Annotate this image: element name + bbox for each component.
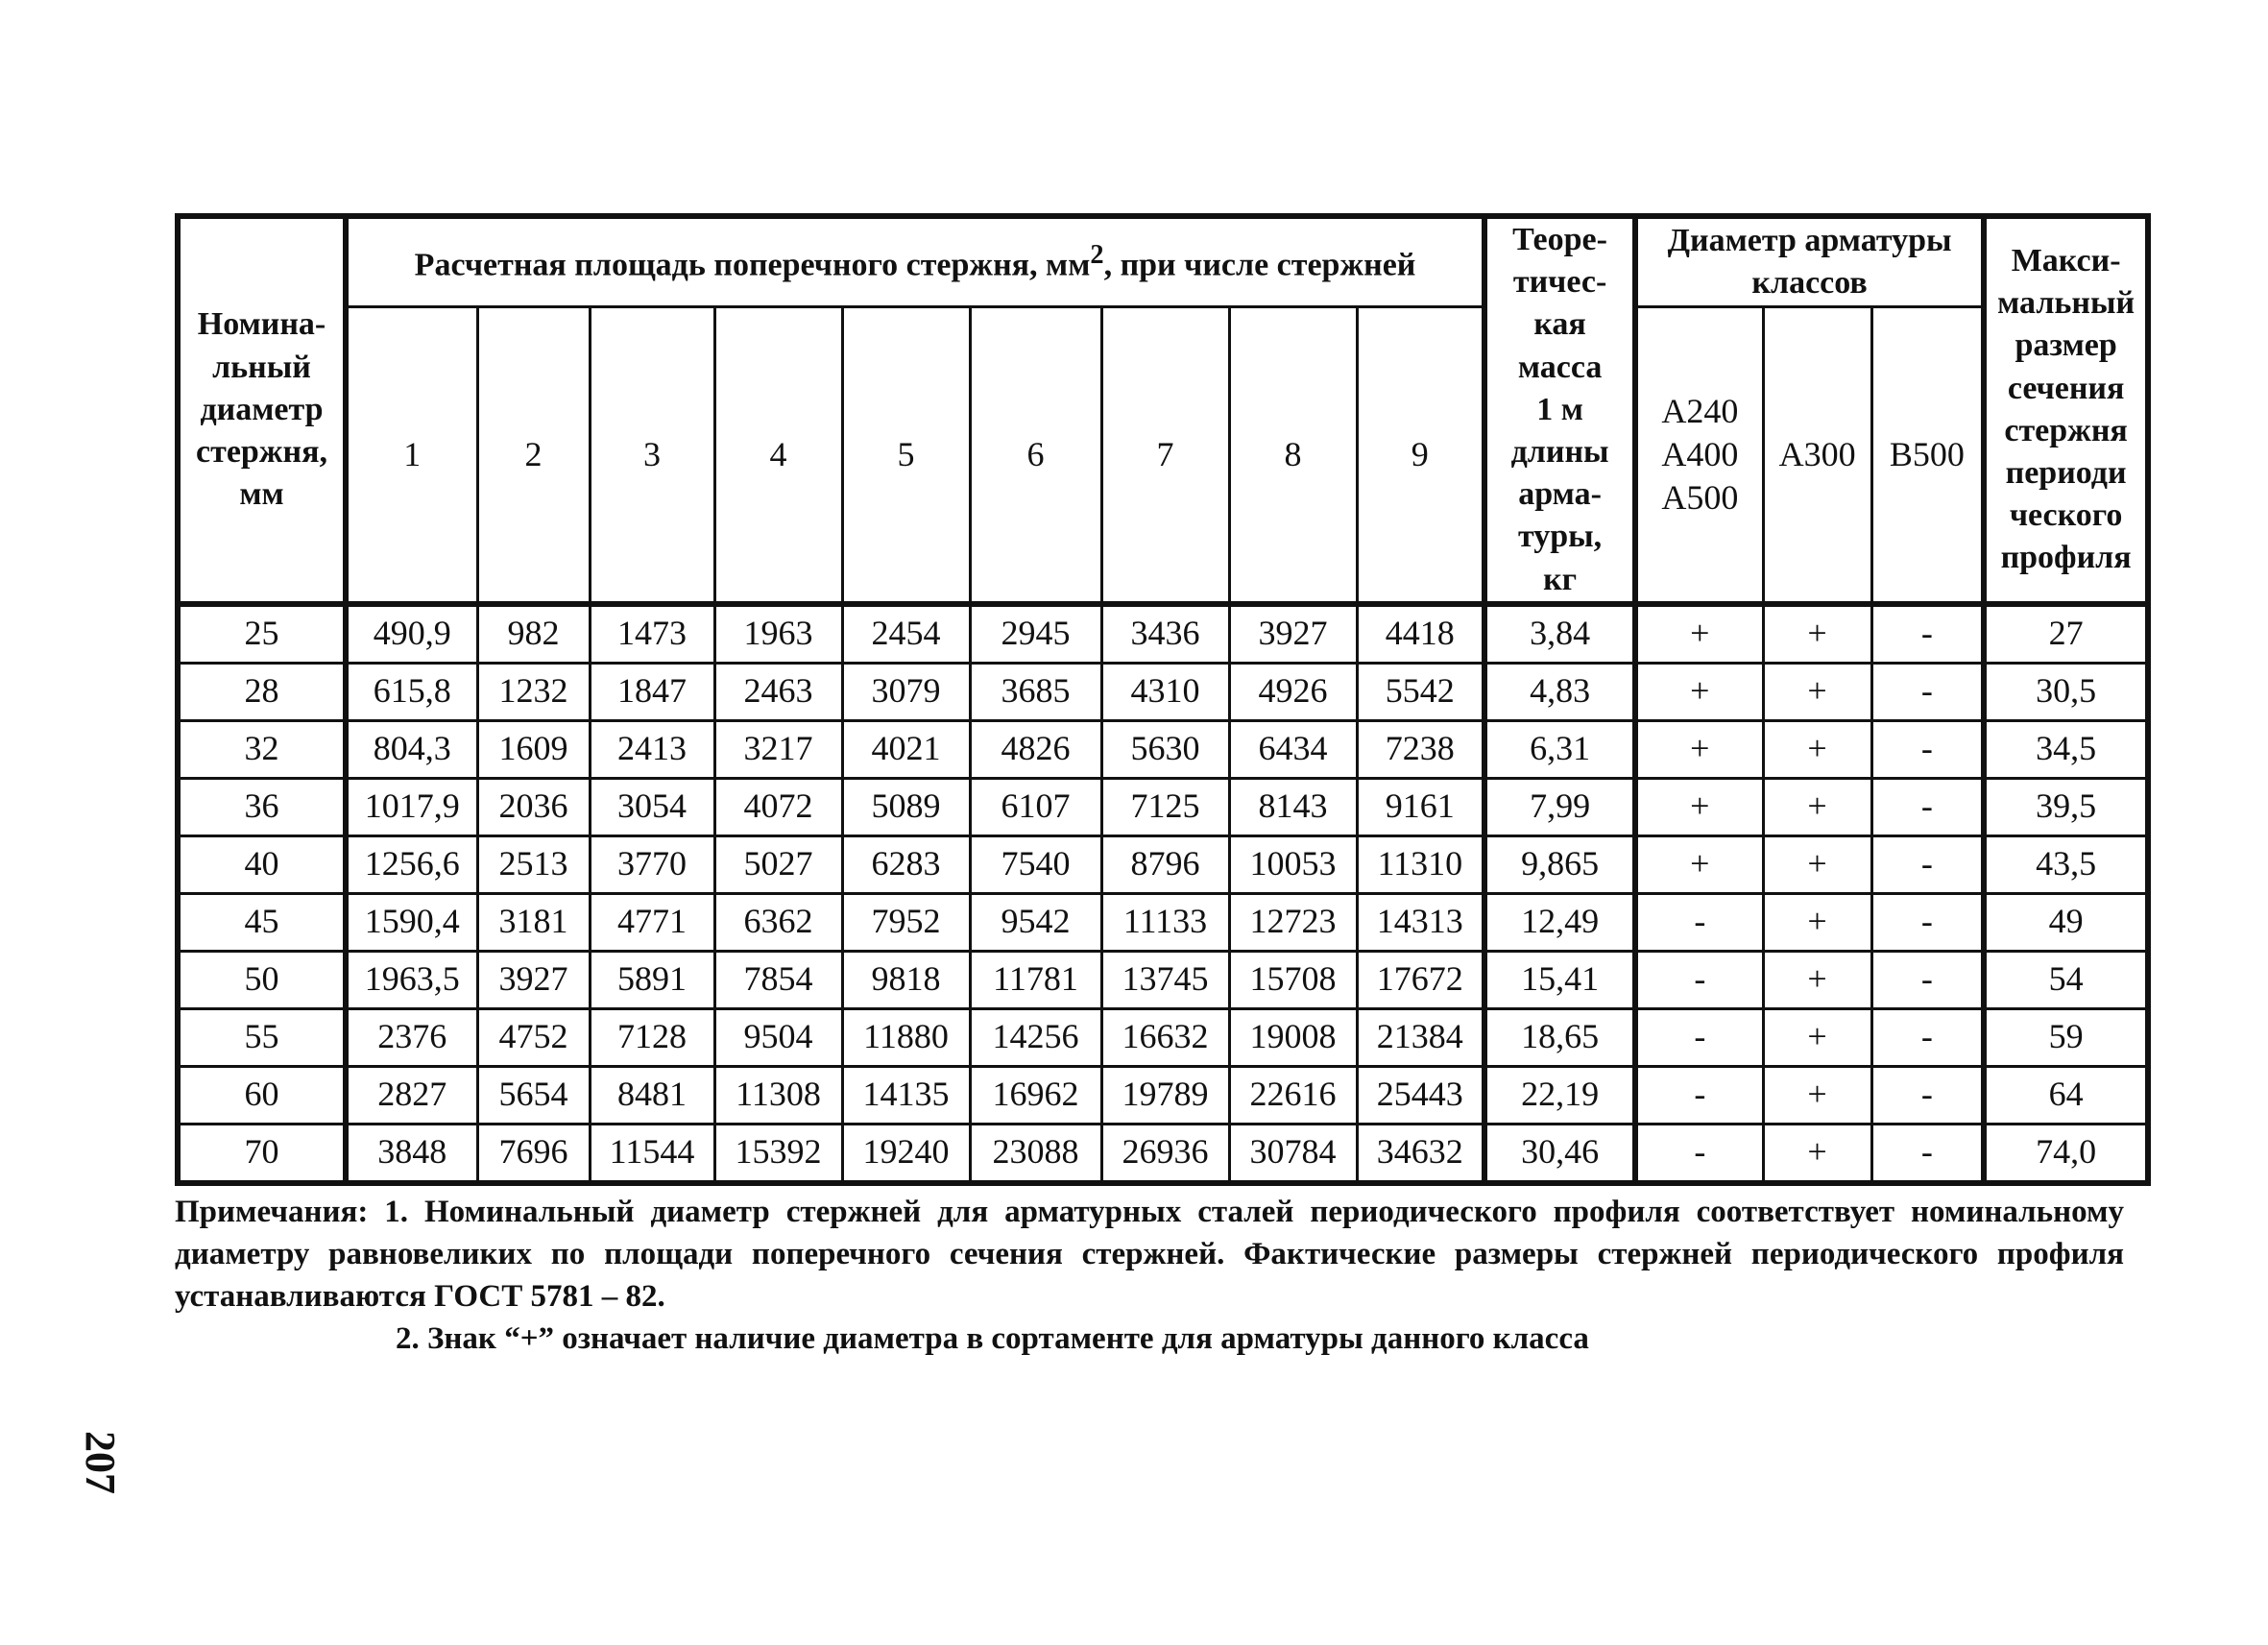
cell-area: 4072 (714, 778, 842, 835)
table-row (178, 1124, 2148, 1183)
header-nominal-diameter: Номина- льный диаметр стержня, мм (178, 216, 346, 604)
cell-area: 6434 (1229, 720, 1357, 778)
cell-area: 3436 (1101, 604, 1229, 664)
header-max-size: Макси- мальный размер сечения стержня периоди ческого профиля (1984, 216, 2148, 604)
table-row (178, 893, 2148, 951)
cell-area: 7540 (970, 835, 1101, 893)
header-area-group-title: Расчетная площадь поперечного стержня, мм (414, 247, 1091, 283)
cell-class-a240-a400-a500: + (1635, 663, 1763, 720)
cell-area: 8796 (1101, 835, 1229, 893)
cell-class-a240-a400-a500: - (1635, 951, 1763, 1008)
cell-area: 5654 (477, 1066, 590, 1124)
cell-class-a240-a400-a500: + (1635, 778, 1763, 835)
cell-area: 2036 (477, 778, 590, 835)
cell-area: 490,9 (346, 604, 477, 664)
cell-area: 11308 (714, 1066, 842, 1124)
cell-class-b500: - (1871, 1066, 1984, 1124)
cell-nominal-diameter: 45 (178, 893, 346, 951)
cell-area: 9542 (970, 893, 1101, 951)
cell-class-b500: - (1871, 720, 1984, 778)
cell-area: 1473 (590, 604, 714, 664)
table-row (178, 1008, 2148, 1066)
cell-area: 2454 (842, 604, 970, 664)
cell-mass: 30,46 (1484, 1124, 1635, 1183)
cell-area: 3054 (590, 778, 714, 835)
cell-area: 3927 (1229, 604, 1357, 664)
cell-area: 3770 (590, 835, 714, 893)
cell-area: 982 (477, 604, 590, 664)
cell-nominal-diameter: 28 (178, 663, 346, 720)
cell-area: 8481 (590, 1066, 714, 1124)
cell-area: 3217 (714, 720, 842, 778)
cell-class-a240-a400-a500: - (1635, 1066, 1763, 1124)
cell-mass: 15,41 (1484, 951, 1635, 1008)
table-row (178, 663, 2148, 720)
header-bar-count: 2 (477, 307, 590, 604)
cell-area: 3685 (970, 663, 1101, 720)
cell-area: 1963 (714, 604, 842, 664)
cell-area: 615,8 (346, 663, 477, 720)
cell-area: 1847 (590, 663, 714, 720)
cell-area: 9161 (1357, 778, 1484, 835)
cell-area: 16962 (970, 1066, 1101, 1124)
page-number: 207 (77, 1431, 124, 1494)
cell-class-b500: - (1871, 951, 1984, 1008)
cell-max-size: 49 (1984, 893, 2148, 951)
cell-area: 1232 (477, 663, 590, 720)
table-row (178, 720, 2148, 778)
cell-area: 12723 (1229, 893, 1357, 951)
cell-max-size: 59 (1984, 1008, 2148, 1066)
cell-max-size: 39,5 (1984, 778, 2148, 835)
header-subrow (178, 307, 2148, 604)
cell-area: 1609 (477, 720, 590, 778)
cell-area: 19008 (1229, 1008, 1357, 1066)
cell-area: 7696 (477, 1124, 590, 1183)
cell-area: 23088 (970, 1124, 1101, 1183)
cell-class-a240-a400-a500: + (1635, 604, 1763, 664)
cell-area: 4926 (1229, 663, 1357, 720)
cell-area: 2827 (346, 1066, 477, 1124)
cell-area: 26936 (1101, 1124, 1229, 1183)
cell-area: 804,3 (346, 720, 477, 778)
cell-class-a300: + (1763, 604, 1871, 664)
cell-area: 11133 (1101, 893, 1229, 951)
cell-max-size: 27 (1984, 604, 2148, 664)
cell-area: 3927 (477, 951, 590, 1008)
header-bar-count: 7 (1101, 307, 1229, 604)
cell-mass: 3,84 (1484, 604, 1635, 664)
cell-max-size: 30,5 (1984, 663, 2148, 720)
cell-area: 4826 (970, 720, 1101, 778)
note-2: 2. Знак “+” означает наличие диаметра в сортаменте для арматуры данного класса (396, 1321, 1589, 1356)
cell-class-a300: + (1763, 951, 1871, 1008)
header-class-a240-a400-a500: А240 А400 А500 (1635, 307, 1763, 604)
cell-area: 4418 (1357, 604, 1484, 664)
cell-mass: 4,83 (1484, 663, 1635, 720)
cell-class-b500: - (1871, 663, 1984, 720)
cell-class-a240-a400-a500: - (1635, 1124, 1763, 1183)
header-bar-count: 8 (1229, 307, 1357, 604)
cell-area: 1963,5 (346, 951, 477, 1008)
cell-area: 2376 (346, 1008, 477, 1066)
table-row (178, 604, 2148, 664)
cell-area: 5089 (842, 778, 970, 835)
cell-class-b500: - (1871, 1008, 1984, 1066)
cell-area: 16632 (1101, 1008, 1229, 1066)
cell-nominal-diameter: 32 (178, 720, 346, 778)
table-row (178, 1066, 2148, 1124)
cell-area: 10053 (1229, 835, 1357, 893)
cell-area: 7238 (1357, 720, 1484, 778)
cell-area: 6107 (970, 778, 1101, 835)
cell-max-size: 54 (1984, 951, 2148, 1008)
cell-class-b500: - (1871, 835, 1984, 893)
table-notes (175, 1191, 2124, 1360)
cell-nominal-diameter: 70 (178, 1124, 346, 1183)
header-area-group-tail: , при числе стержней (1103, 247, 1416, 283)
cell-area: 4310 (1101, 663, 1229, 720)
header-bar-count: 1 (346, 307, 477, 604)
cell-nominal-diameter: 36 (178, 778, 346, 835)
cell-class-a300: + (1763, 663, 1871, 720)
cell-class-a240-a400-a500: + (1635, 835, 1763, 893)
cell-area: 1256,6 (346, 835, 477, 893)
header-class-a300: А300 (1763, 307, 1871, 604)
cell-nominal-diameter: 60 (178, 1066, 346, 1124)
cell-area: 25443 (1357, 1066, 1484, 1124)
note-1: Примечания: 1. Номинальный диаметр стержней для арматурных сталей периодического профиля соответствует номинальному диаметру равновеликих по площади поперечного сечения стержней. Фактические размеры стержней периодического профиля устанавливаются ГОСТ 5781 – 82. (175, 1195, 2124, 1314)
cell-area: 7952 (842, 893, 970, 951)
cell-area: 19789 (1101, 1066, 1229, 1124)
cell-area: 5630 (1101, 720, 1229, 778)
cell-class-a240-a400-a500: - (1635, 1008, 1763, 1066)
cell-class-b500: - (1871, 604, 1984, 664)
cell-nominal-diameter: 55 (178, 1008, 346, 1066)
rebar-assortment-table (175, 213, 2151, 1186)
header-bar-count: 9 (1357, 307, 1484, 604)
cell-class-a300: + (1763, 1124, 1871, 1183)
cell-area: 9818 (842, 951, 970, 1008)
cell-area: 19240 (842, 1124, 970, 1183)
cell-class-a300: + (1763, 1008, 1871, 1066)
cell-area: 14256 (970, 1008, 1101, 1066)
cell-area: 21384 (1357, 1008, 1484, 1066)
cell-area: 2945 (970, 604, 1101, 664)
cell-max-size: 34,5 (1984, 720, 2148, 778)
cell-area: 1017,9 (346, 778, 477, 835)
cell-area: 11880 (842, 1008, 970, 1066)
cell-area: 17672 (1357, 951, 1484, 1008)
cell-area: 6283 (842, 835, 970, 893)
cell-area: 4771 (590, 893, 714, 951)
cell-class-a300: + (1763, 778, 1871, 835)
cell-max-size: 43,5 (1984, 835, 2148, 893)
cell-area: 2513 (477, 835, 590, 893)
header-area-group (346, 216, 1484, 307)
cell-area: 2413 (590, 720, 714, 778)
cell-area: 7854 (714, 951, 842, 1008)
cell-area: 9504 (714, 1008, 842, 1066)
cell-area: 5891 (590, 951, 714, 1008)
cell-mass: 22,19 (1484, 1066, 1635, 1124)
cell-class-a240-a400-a500: - (1635, 893, 1763, 951)
header-bar-count: 4 (714, 307, 842, 604)
cell-area: 30784 (1229, 1124, 1357, 1183)
cell-area: 6362 (714, 893, 842, 951)
table-row (178, 835, 2148, 893)
cell-max-size: 64 (1984, 1066, 2148, 1124)
rebar-table-container (175, 213, 2145, 1186)
cell-area: 11544 (590, 1124, 714, 1183)
cell-class-a240-a400-a500: + (1635, 720, 1763, 778)
cell-nominal-diameter: 50 (178, 951, 346, 1008)
cell-area: 14135 (842, 1066, 970, 1124)
cell-class-a300: + (1763, 1066, 1871, 1124)
cell-mass: 6,31 (1484, 720, 1635, 778)
cell-area: 2463 (714, 663, 842, 720)
cell-area: 4752 (477, 1008, 590, 1066)
cell-mass: 9,865 (1484, 835, 1635, 893)
header-bar-count: 6 (970, 307, 1101, 604)
cell-mass: 7,99 (1484, 778, 1635, 835)
cell-area: 5027 (714, 835, 842, 893)
cell-area: 7125 (1101, 778, 1229, 835)
cell-area: 4021 (842, 720, 970, 778)
cell-area: 34632 (1357, 1124, 1484, 1183)
cell-max-size: 74,0 (1984, 1124, 2148, 1183)
cell-area: 15708 (1229, 951, 1357, 1008)
cell-area: 7128 (590, 1008, 714, 1066)
cell-area: 1590,4 (346, 893, 477, 951)
cell-area: 13745 (1101, 951, 1229, 1008)
cell-area: 3079 (842, 663, 970, 720)
table-body (178, 604, 2148, 1183)
cell-area: 3181 (477, 893, 590, 951)
cell-mass: 12,49 (1484, 893, 1635, 951)
cell-area: 8143 (1229, 778, 1357, 835)
header-mass: Теоре- тичес- кая масса 1 м длины арма- туры, кг (1484, 216, 1635, 604)
header-class-group: Диаметр арматуры классов (1635, 216, 1984, 307)
cell-class-a300: + (1763, 720, 1871, 778)
header-bar-count: 5 (842, 307, 970, 604)
cell-area: 15392 (714, 1124, 842, 1183)
cell-area: 11781 (970, 951, 1101, 1008)
cell-class-a300: + (1763, 893, 1871, 951)
cell-class-b500: - (1871, 778, 1984, 835)
table-row (178, 951, 2148, 1008)
table-row (178, 778, 2148, 835)
cell-area: 11310 (1357, 835, 1484, 893)
cell-class-b500: - (1871, 1124, 1984, 1183)
cell-nominal-diameter: 40 (178, 835, 346, 893)
cell-class-b500: - (1871, 893, 1984, 951)
cell-class-a300: + (1763, 835, 1871, 893)
cell-area: 3848 (346, 1124, 477, 1183)
cell-area: 5542 (1357, 663, 1484, 720)
header-bar-count: 3 (590, 307, 714, 604)
header-class-b500: В500 (1871, 307, 1984, 604)
cell-area: 14313 (1357, 893, 1484, 951)
cell-nominal-diameter: 25 (178, 604, 346, 664)
cell-area: 22616 (1229, 1066, 1357, 1124)
header-area-group-sup: 2 (1090, 239, 1104, 270)
cell-mass: 18,65 (1484, 1008, 1635, 1066)
